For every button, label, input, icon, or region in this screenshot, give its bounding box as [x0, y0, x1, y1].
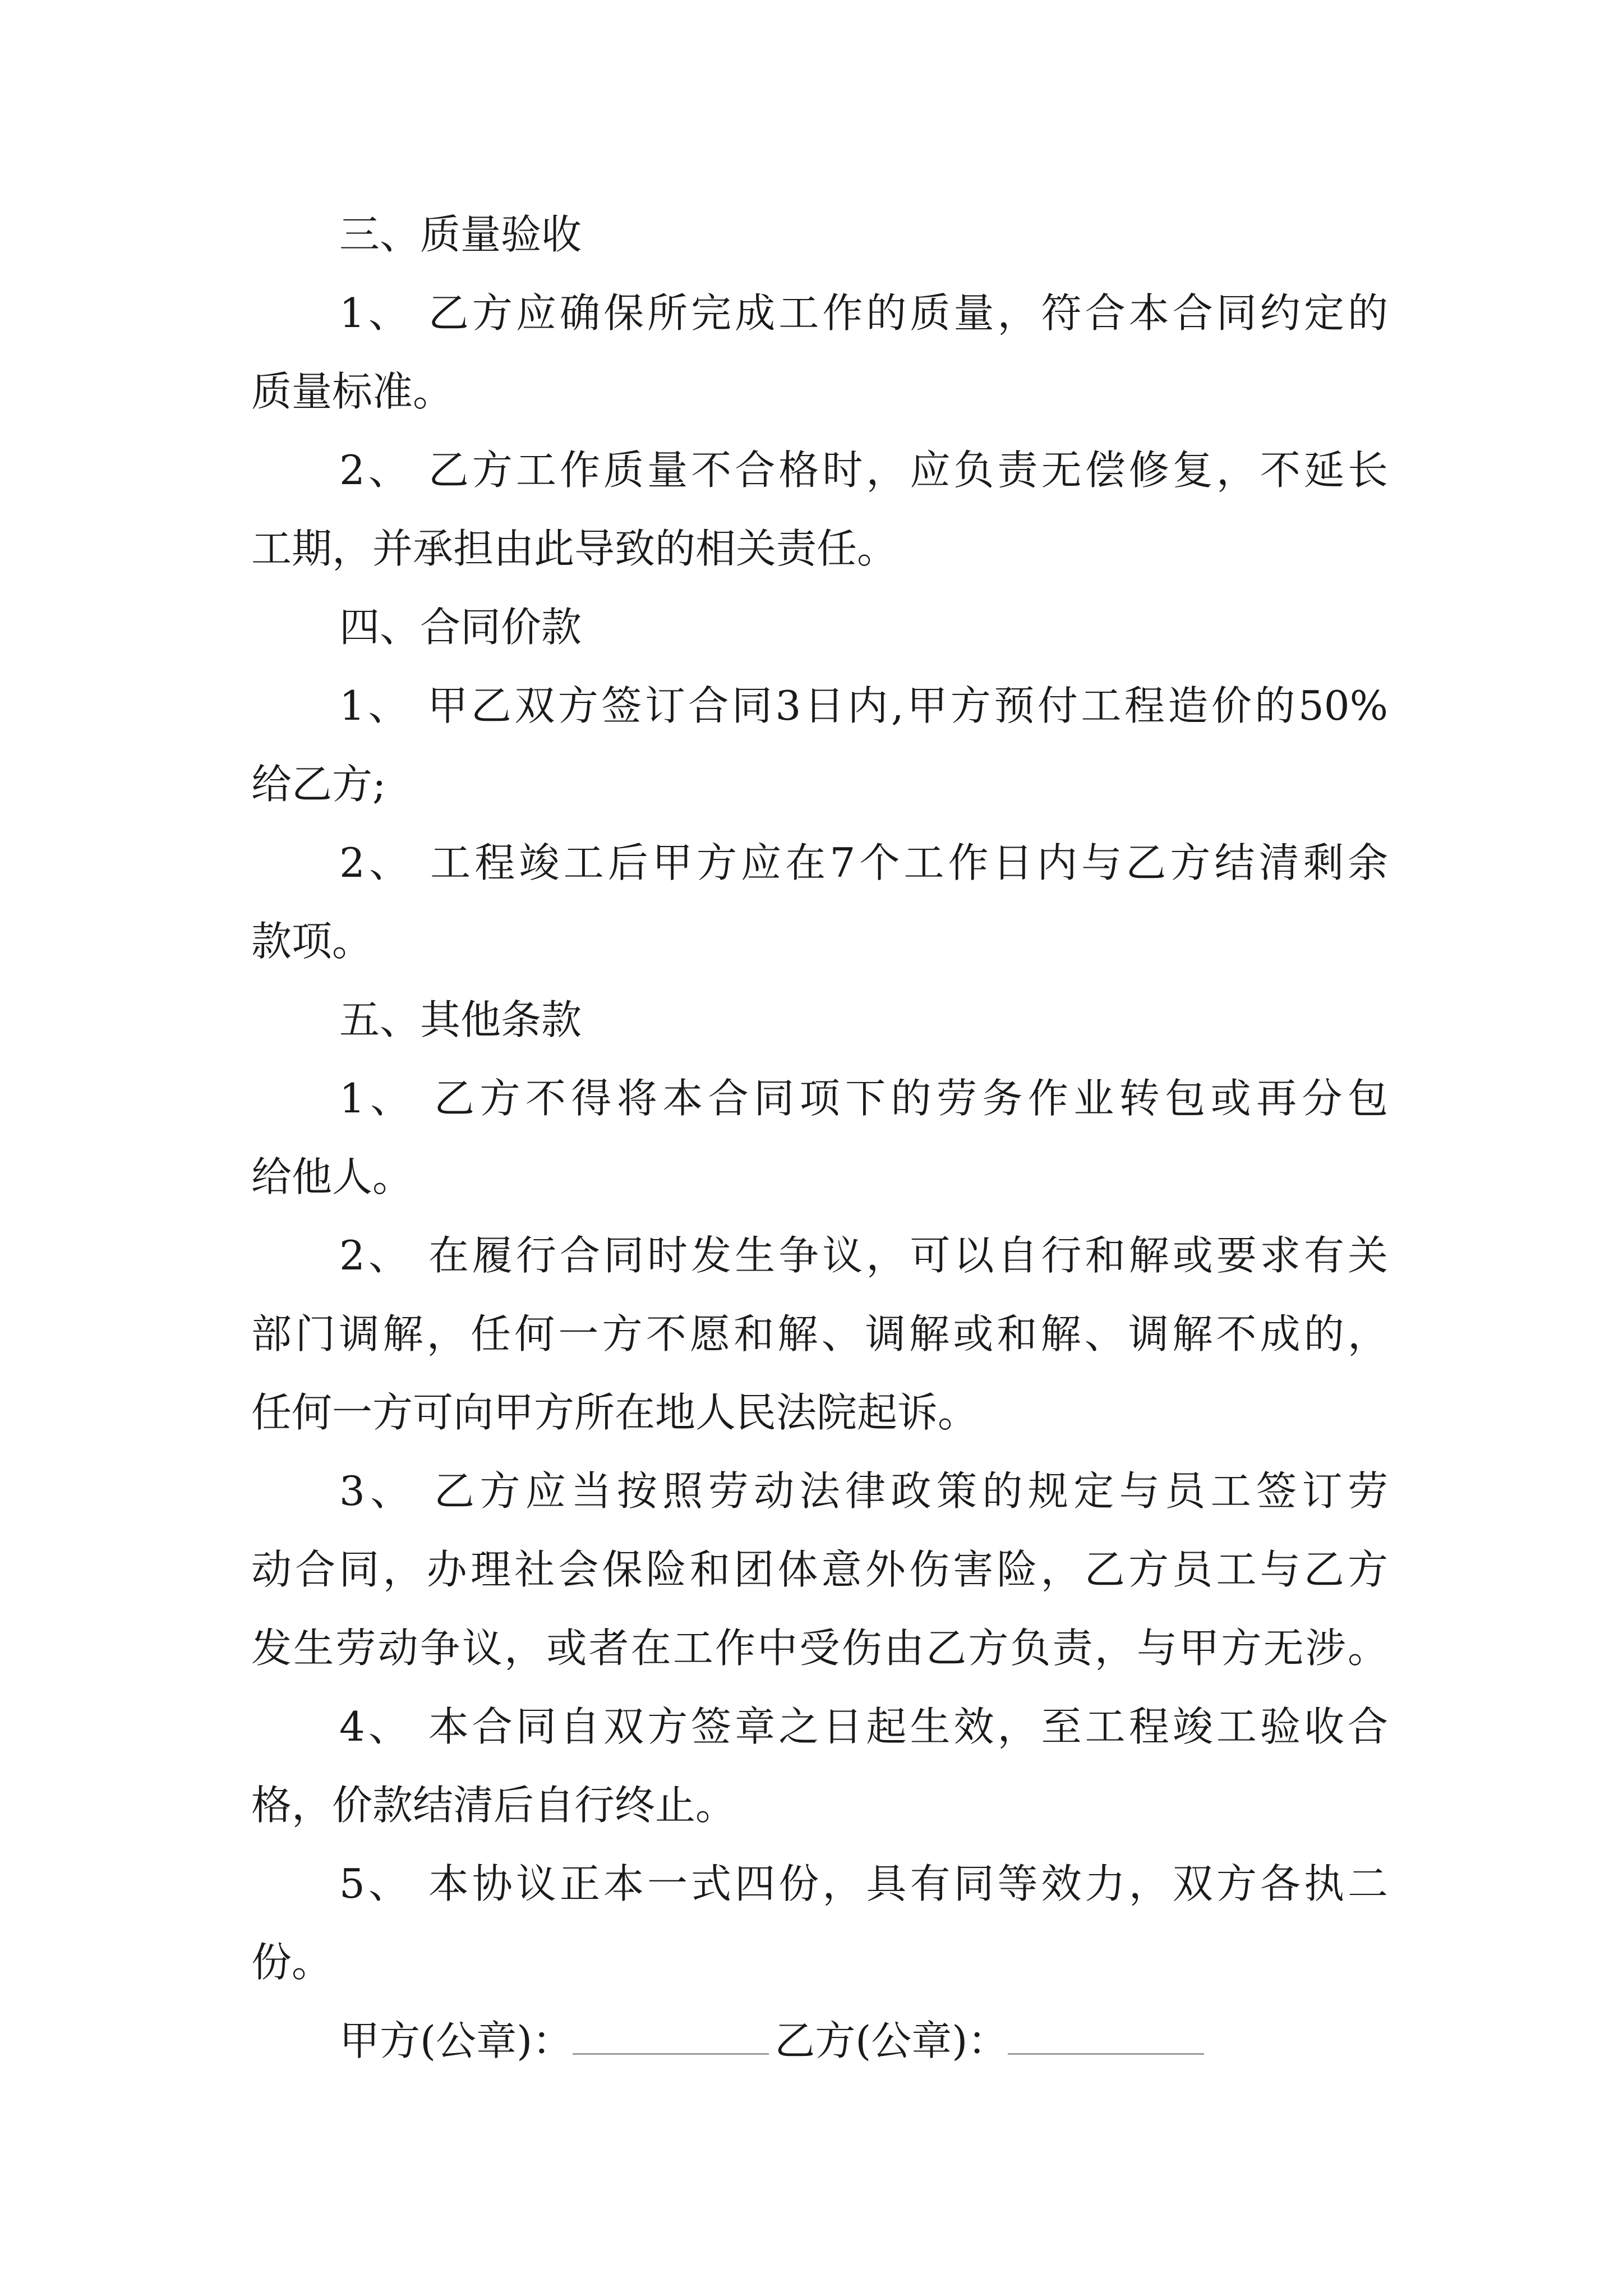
clause-line: 1、 乙方不得将本合同项下的劳务作业转包或再分包	[339, 1075, 1388, 1122]
clause-line: 2、 在履行合同时发生争议，可以自行和解或要求有关	[339, 1232, 1388, 1279]
party-a-seal-blank[interactable]	[573, 2013, 769, 2055]
clause-line: 发生劳动争议，或者在工作中受伤由乙方负责，与甲方无涉。	[251, 1625, 1388, 1672]
clause-line: 给他人。	[251, 1153, 413, 1200]
clause-line: 部门调解，任何一方不愿和解、调解或和解、调解不成的，	[251, 1310, 1388, 1358]
clause-line: 1、 乙方应确保所完成工作的质量，符合本合同约定的	[339, 289, 1388, 337]
clause-line: 2、 乙方工作质量不合格时，应负责无偿修复，不延长	[339, 447, 1388, 494]
clause-line: 1、 甲乙双方签订合同3日内,甲方预付工程造价的50%	[339, 682, 1388, 729]
clause-line: 2、 工程竣工后甲方应在7个工作日内与乙方结清剩余	[339, 839, 1388, 886]
clause-line: 给乙方;	[251, 761, 386, 808]
clause-line: 质量标准。	[251, 368, 454, 415]
clause-line: 份。	[251, 1939, 333, 1986]
clause-line: 工期，并承担由此导致的相关责任。	[251, 525, 898, 572]
clause-line: 3、 乙方应当按照劳动法律政策的规定与员工签订劳	[339, 1467, 1388, 1515]
clause-line: 5、 本协议正本一式四份，具有同等效力，双方各执二	[339, 1860, 1388, 1907]
section-heading-price: 四、合同价款	[339, 604, 582, 651]
section-heading-quality: 三、质量验收	[339, 211, 582, 258]
clause-line: 格，价款结清后自行终止。	[251, 1782, 736, 1829]
party-b-seal-label: 乙方(公章)：	[774, 2017, 1008, 2064]
party-b-seal-blank[interactable]	[1008, 2013, 1204, 2055]
clause-line: 动合同，办理社会保险和团体意外伤害险，乙方员工与乙方	[251, 1546, 1388, 1593]
signature-row	[339, 2013, 1204, 2069]
section-heading-other: 五、其他条款	[339, 996, 582, 1043]
clause-line: 款项。	[251, 918, 373, 965]
party-a-seal-label: 甲方(公章)：	[339, 2017, 573, 2064]
clause-line: 4、 本合同自双方签章之日起生效，至工程竣工验收合	[339, 1703, 1388, 1750]
clause-line: 任何一方可向甲方所在地人民法院起诉。	[251, 1389, 979, 1436]
